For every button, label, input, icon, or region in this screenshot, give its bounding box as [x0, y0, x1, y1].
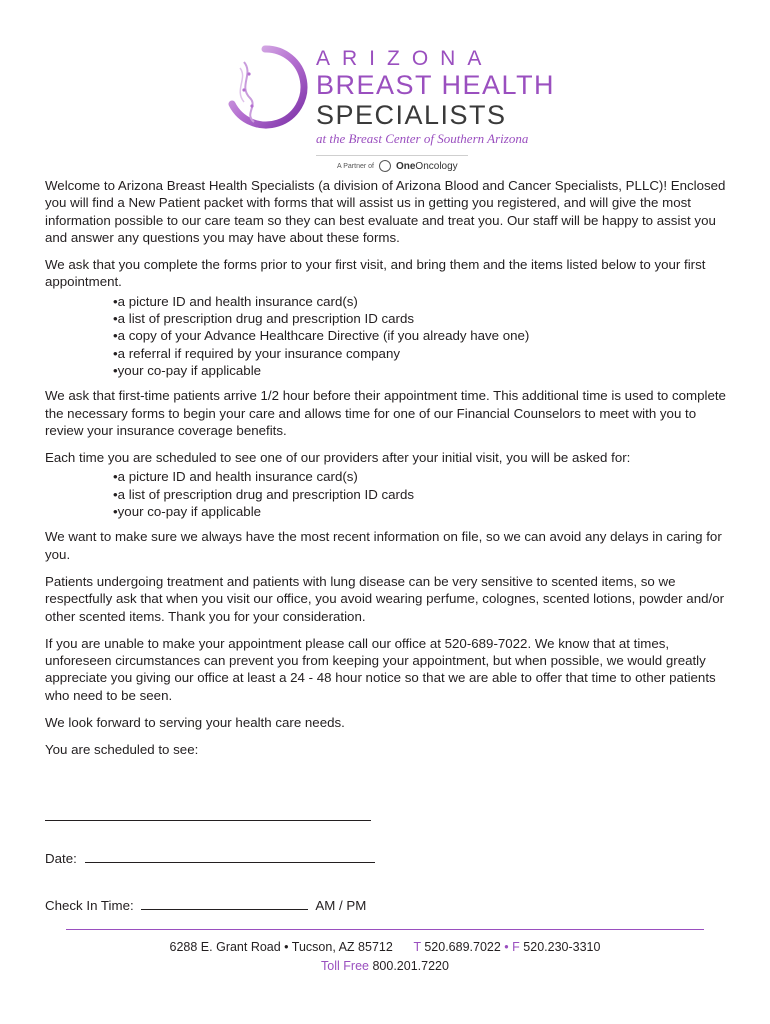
list-item: • your co-pay if applicable	[113, 503, 730, 520]
partner-line	[337, 160, 458, 172]
checkin-time-field[interactable]	[141, 897, 308, 910]
partner-name-bold: One	[395, 160, 416, 172]
first-visit-list	[45, 293, 730, 379]
arrive-early-paragraph: We ask that first-time patients arrive 1/2 hour before their appointment time. This additional time is used to complete the necessary forms to begin your care and allows time for one of our Financial Counselors to meet with you to review your insurance coverage benefits.	[45, 388, 726, 438]
list-item: • a list of prescription drug and prescription ID cards	[113, 486, 730, 503]
footer-tollfree-line	[0, 959, 770, 973]
list-item: • a list of prescription drug and prescription ID cards	[113, 310, 730, 327]
list-item: • a copy of your Advance Healthcare Directive (if you already have one)	[113, 327, 730, 344]
date-field-row	[45, 850, 375, 866]
intro-paragraph: Welcome to Arizona Breast Health Specialists (a division of Arizona Blood and Cancer Specialists, PLLC)! Enclosed you will find a New Patient packet with forms that will assist us in getting you registered, and will give the most information possible to our care team so they can best evaluate and treat you. Our staff will be happy to assist you and answer any questions you may have about these forms.	[45, 178, 726, 245]
closing-paragraph: We look forward to serving your health care needs.	[45, 715, 345, 731]
first-visit-paragraph: We ask that you complete the forms prior to your first visit, and bring them and the items listed below to your first appointment.	[45, 257, 706, 290]
cancel-policy-paragraph: If you are unable to make your appointment please call our office at 520-689-7022. We know that at times, unforeseen circumstances can prevent you from keeping your appointment, but when possible, we would greatly appreciate you giving our office at least a 24 - 48 hour notice so that we are able to offer that time to other patients who need to be seen.	[45, 635, 716, 703]
list-item: • your co-pay if applicable	[113, 362, 730, 379]
provider-name-field[interactable]	[45, 808, 371, 821]
tollfree-label: Toll Free	[321, 959, 369, 973]
partner-name-rest: Oncology	[415, 160, 458, 172]
scheduled-label: You are scheduled to see:	[45, 742, 199, 758]
divider	[316, 155, 468, 156]
partner-name	[396, 161, 458, 172]
letter-body	[45, 177, 730, 769]
footer-phone: 520.689.7022	[424, 940, 501, 954]
footer-separator: •	[504, 940, 509, 954]
logo-title-breast-health: BREAST HEALTH	[316, 70, 556, 100]
footer-contact-line	[0, 940, 770, 954]
provider-field-row	[45, 808, 371, 824]
logo-title-arizona: ARIZONA	[316, 47, 494, 70]
footer-fax: 520.230-3310	[523, 940, 601, 954]
each-visit-paragraph: Each time you are scheduled to see one of our providers after your initial visit, you will be asked for:	[45, 450, 631, 466]
list-item: • a picture ID and health insurance card(s)	[113, 293, 730, 310]
am-pm-label: AM / PM	[315, 898, 367, 913]
logo-subtitle: at the Breast Center of Southern Arizona	[316, 131, 529, 146]
list-item: • a referral if required by your insurance company	[113, 345, 730, 362]
oneoncology-icon	[379, 160, 391, 172]
each-visit-list	[45, 468, 730, 520]
fax-prefix: F	[512, 940, 520, 954]
phone-prefix: T	[413, 940, 421, 954]
logo-title-specialists: SPECIALISTS	[316, 100, 507, 130]
partner-prefix: A Partner of	[337, 162, 374, 170]
date-label: Date:	[45, 851, 77, 866]
logo	[222, 40, 562, 190]
ribbon-ring-logo-icon	[222, 44, 308, 130]
scented-items-paragraph: Patients undergoing treatment and patients with lung disease can be very sensitive to scented items, so we respectfully ask that when you visit our office, you avoid wearing perfume, colognes, scented lotions, powder and/or other scented items. Thank you for your consideration.	[45, 573, 725, 624]
date-field[interactable]	[85, 850, 375, 863]
footer-divider	[66, 929, 704, 930]
list-item: • a picture ID and health insurance card(s)	[113, 468, 730, 485]
recent-info-paragraph: We want to make sure we always have the most recent information on file, so we can avoid any delays in caring for you.	[45, 529, 722, 562]
footer-address: 6288 E. Grant Road • Tucson, AZ 85712	[169, 940, 393, 954]
tollfree-number: 800.201.7220	[372, 959, 449, 973]
checkin-label: Check In Time:	[45, 898, 134, 913]
checkin-field-row	[45, 897, 366, 913]
